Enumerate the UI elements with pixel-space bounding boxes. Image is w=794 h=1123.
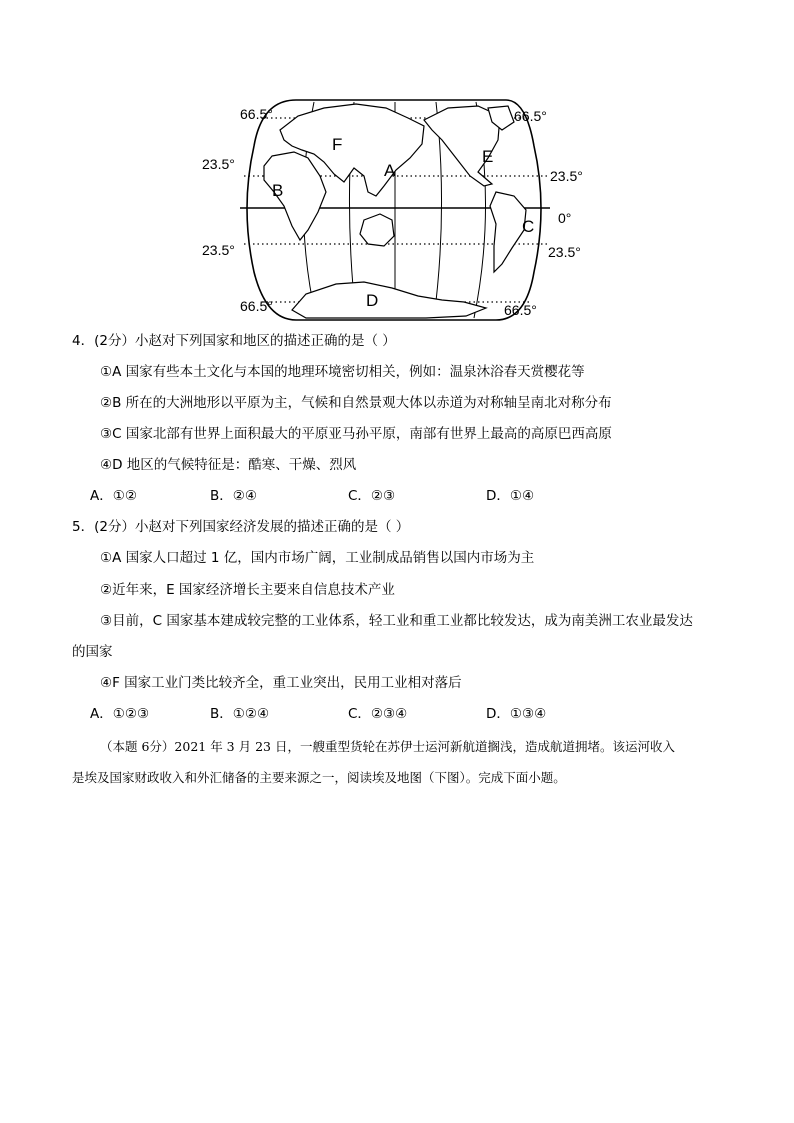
lat-label-23n-right: 23.5° (550, 168, 583, 184)
q5-item-3-continued: 的国家 (72, 644, 113, 660)
region-label-f: F (332, 135, 343, 154)
q5-option-d[interactable]: D．①③④ (486, 706, 547, 722)
q5-option-c[interactable]: C．②③④ (348, 706, 408, 722)
region-label-e: E (482, 147, 494, 166)
region-label-c: C (522, 217, 535, 236)
lat-label-23s-left: 23.5° (202, 242, 235, 258)
south-america-shape (490, 192, 526, 272)
lat-label-23n-left: 23.5° (202, 156, 235, 172)
q4-item-2: ②B 所在的大洲地形以平原为主，气候和自然景观大体以赤道为对称轴呈南北对称分布 (100, 395, 612, 411)
q5-option-a[interactable]: A．①②③ (90, 706, 150, 722)
north-america-shape (424, 106, 500, 186)
q4-option-c[interactable]: C．②③ (348, 488, 396, 504)
section-intro-line-1: （本题 6分）2021 年 3 月 23 日，一艘重型货轮在苏伊士运河新航道搁浅，造成航道拥堵。该运河收入 (100, 739, 675, 754)
q4-item-3: ③C 国家北部有世界上面积最大的平原亚马孙平原，南部有世界上最高的高原巴西高原 (100, 426, 612, 442)
q4-stem: 4．(2分）小赵对下列国家和地区的描述正确的是（ ） (72, 333, 396, 349)
lat-label-66n-right: 66.5° (514, 108, 547, 124)
q5-item-3: ③目前，C 国家基本建成较完整的工业体系，轻工业和重工业都比较发达，成为南美洲工农业最发达 (100, 613, 693, 629)
q4-option-b[interactable]: B．②④ (210, 488, 257, 504)
q4-item-1: ①A 国家有些本土文化与本国的地理环境密切相关，例如：温泉沐浴春天赏樱花等 (100, 364, 585, 380)
q5-item-1: ①A 国家人口超过 1 亿，国内市场广阔，工业制成品销售以国内市场为主 (100, 550, 535, 566)
australia-shape (360, 214, 394, 246)
q5-stem: 5．(2分）小赵对下列国家经济发展的描述正确的是（ ） (72, 519, 410, 535)
q5-item-2: ②近年来，E 国家经济增长主要来自信息技术产业 (100, 582, 395, 598)
q4-option-d[interactable]: D．①④ (486, 488, 535, 504)
q5-item-4: ④F 国家工业门类比较齐全，重工业突出，民用工业相对落后 (100, 675, 462, 691)
region-label-b: B (272, 181, 284, 200)
section-intro-line-2: 是埃及国家财政收入和外汇储备的主要来源之一，阅读埃及地图（下图）。完成下面小题。 (72, 770, 566, 785)
world-map (196, 96, 596, 324)
region-label-a: A (384, 161, 396, 180)
lat-label-66s-left: 66.5° (240, 298, 273, 314)
lat-label-66n-left: 66.5° (240, 106, 273, 122)
q4-item-4: ④D 地区的气候特征是：酷寒、干燥、烈风 (100, 457, 357, 473)
antarctica-shape (292, 282, 486, 318)
lat-label-66s-right: 66.5° (504, 302, 537, 318)
q4-option-a[interactable]: A．①② (90, 488, 137, 504)
q5-option-b[interactable]: B．①②④ (210, 706, 270, 722)
lat-label-equator: 0° (558, 210, 572, 226)
lat-label-23s-right: 23.5° (548, 244, 581, 260)
region-label-d: D (366, 291, 379, 310)
world-map-figure (196, 96, 596, 324)
